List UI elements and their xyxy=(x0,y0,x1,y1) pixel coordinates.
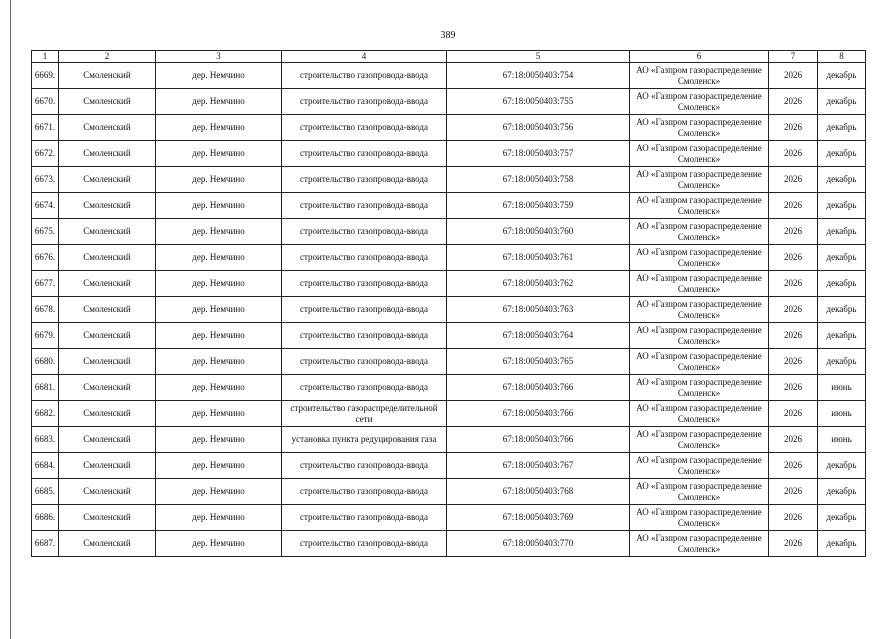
column-number-header: 6 xyxy=(630,51,769,63)
organization-cell: АО «Газпром газораспределение Смоленск» xyxy=(630,427,769,453)
table-body xyxy=(32,63,866,557)
cadastral-number-cell: 67:18:0050403:758 xyxy=(447,167,630,193)
cadastral-number-cell: 67:18:0050403:763 xyxy=(447,297,630,323)
month-cell: декабрь xyxy=(818,531,866,557)
work-type-cell: строительство газопровода-ввода xyxy=(282,297,447,323)
organization-cell: АО «Газпром газораспределение Смоленск» xyxy=(630,63,769,89)
table-row xyxy=(32,401,866,427)
organization-cell: АО «Газпром газораспределение Смоленск» xyxy=(630,141,769,167)
work-type-cell: строительство газопровода-ввода xyxy=(282,479,447,505)
month-cell: декабрь xyxy=(818,63,866,89)
year-cell: 2026 xyxy=(769,375,818,401)
month-cell: декабрь xyxy=(818,245,866,271)
month-cell: декабрь xyxy=(818,115,866,141)
cadastral-number-cell: 67:18:0050403:766 xyxy=(447,401,630,427)
row-number-cell: 6683. xyxy=(32,427,59,453)
row-number-cell: 6682. xyxy=(32,401,59,427)
row-number-cell: 6679. xyxy=(32,323,59,349)
work-type-cell: строительство газопровода-ввода xyxy=(282,141,447,167)
organization-cell: АО «Газпром газораспределение Смоленск» xyxy=(630,479,769,505)
work-type-cell: строительство газопровода-ввода xyxy=(282,193,447,219)
table-row xyxy=(32,63,866,89)
row-number-cell: 6669. xyxy=(32,63,59,89)
cadastral-number-cell: 67:18:0050403:757 xyxy=(447,141,630,167)
year-cell: 2026 xyxy=(769,505,818,531)
table-row xyxy=(32,349,866,375)
work-type-cell: строительство газопровода-ввода xyxy=(282,245,447,271)
year-cell: 2026 xyxy=(769,115,818,141)
column-number-header: 8 xyxy=(818,51,866,63)
work-type-cell: строительство газопровода-ввода xyxy=(282,505,447,531)
table-row xyxy=(32,323,866,349)
year-cell: 2026 xyxy=(769,167,818,193)
row-number-cell: 6686. xyxy=(32,505,59,531)
column-number-header: 2 xyxy=(59,51,156,63)
year-cell: 2026 xyxy=(769,479,818,505)
column-number-header: 4 xyxy=(282,51,447,63)
work-type-cell: строительство газопровода-ввода xyxy=(282,89,447,115)
table-row xyxy=(32,531,866,557)
table-row xyxy=(32,479,866,505)
settlement-cell: дер. Немчино xyxy=(156,193,282,219)
year-cell: 2026 xyxy=(769,401,818,427)
district-cell: Смоленский xyxy=(59,505,156,531)
row-number-cell: 6676. xyxy=(32,245,59,271)
settlement-cell: дер. Немчино xyxy=(156,115,282,141)
work-type-cell: строительство газопровода-ввода xyxy=(282,219,447,245)
column-number-header: 7 xyxy=(769,51,818,63)
district-cell: Смоленский xyxy=(59,245,156,271)
settlement-cell: дер. Немчино xyxy=(156,271,282,297)
row-number-cell: 6675. xyxy=(32,219,59,245)
cadastral-number-cell: 67:18:0050403:768 xyxy=(447,479,630,505)
organization-cell: АО «Газпром газораспределение Смоленск» xyxy=(630,531,769,557)
row-number-cell: 6672. xyxy=(32,141,59,167)
work-type-cell: строительство газопровода-ввода xyxy=(282,63,447,89)
month-cell: декабрь xyxy=(818,297,866,323)
district-cell: Смоленский xyxy=(59,167,156,193)
settlement-cell: дер. Немчино xyxy=(156,323,282,349)
month-cell: декабрь xyxy=(818,89,866,115)
year-cell: 2026 xyxy=(769,271,818,297)
row-number-cell: 6684. xyxy=(32,453,59,479)
cadastral-number-cell: 67:18:0050403:765 xyxy=(447,349,630,375)
column-number-row xyxy=(32,51,866,63)
month-cell: декабрь xyxy=(818,219,866,245)
district-cell: Смоленский xyxy=(59,453,156,479)
organization-cell: АО «Газпром газораспределение Смоленск» xyxy=(630,297,769,323)
cadastral-number-cell: 67:18:0050403:754 xyxy=(447,63,630,89)
row-number-cell: 6681. xyxy=(32,375,59,401)
settlement-cell: дер. Немчино xyxy=(156,479,282,505)
settlement-cell: дер. Немчино xyxy=(156,297,282,323)
column-number-header: 5 xyxy=(447,51,630,63)
district-cell: Смоленский xyxy=(59,479,156,505)
year-cell: 2026 xyxy=(769,89,818,115)
month-cell: декабрь xyxy=(818,505,866,531)
month-cell: декабрь xyxy=(818,193,866,219)
cadastral-number-cell: 67:18:0050403:756 xyxy=(447,115,630,141)
settlement-cell: дер. Немчино xyxy=(156,505,282,531)
work-type-cell: установка пункта редуцирования газа xyxy=(282,427,447,453)
table-row xyxy=(32,453,866,479)
settlement-cell: дер. Немчино xyxy=(156,89,282,115)
row-number-cell: 6673. xyxy=(32,167,59,193)
page-left-margin-line xyxy=(10,0,11,639)
month-cell: декабрь xyxy=(818,349,866,375)
table-row xyxy=(32,505,866,531)
cadastral-number-cell: 67:18:0050403:755 xyxy=(447,89,630,115)
gasification-schedule-table xyxy=(31,50,866,557)
month-cell: декабрь xyxy=(818,141,866,167)
organization-cell: АО «Газпром газораспределение Смоленск» xyxy=(630,89,769,115)
district-cell: Смоленский xyxy=(59,141,156,167)
cadastral-number-cell: 67:18:0050403:762 xyxy=(447,271,630,297)
settlement-cell: дер. Немчино xyxy=(156,401,282,427)
district-cell: Смоленский xyxy=(59,427,156,453)
table-row xyxy=(32,219,866,245)
organization-cell: АО «Газпром газораспределение Смоленск» xyxy=(630,349,769,375)
organization-cell: АО «Газпром газораспределение Смоленск» xyxy=(630,453,769,479)
month-cell: июнь xyxy=(818,375,866,401)
table-row xyxy=(32,89,866,115)
work-type-cell: строительство газопровода-ввода xyxy=(282,531,447,557)
row-number-cell: 6687. xyxy=(32,531,59,557)
year-cell: 2026 xyxy=(769,297,818,323)
cadastral-number-cell: 67:18:0050403:760 xyxy=(447,219,630,245)
work-type-cell: строительство газопровода-ввода xyxy=(282,323,447,349)
work-type-cell: строительство газопровода-ввода xyxy=(282,375,447,401)
year-cell: 2026 xyxy=(769,63,818,89)
month-cell: декабрь xyxy=(818,167,866,193)
year-cell: 2026 xyxy=(769,245,818,271)
district-cell: Смоленский xyxy=(59,375,156,401)
row-number-cell: 6678. xyxy=(32,297,59,323)
table-row xyxy=(32,193,866,219)
district-cell: Смоленский xyxy=(59,219,156,245)
district-cell: Смоленский xyxy=(59,349,156,375)
work-type-cell: строительство газопровода-ввода xyxy=(282,167,447,193)
month-cell: июнь xyxy=(818,427,866,453)
row-number-cell: 6685. xyxy=(32,479,59,505)
year-cell: 2026 xyxy=(769,427,818,453)
cadastral-number-cell: 67:18:0050403:766 xyxy=(447,427,630,453)
table-row xyxy=(32,141,866,167)
work-type-cell: строительство газопровода-ввода xyxy=(282,349,447,375)
column-number-header: 3 xyxy=(156,51,282,63)
month-cell: декабрь xyxy=(818,271,866,297)
column-number-header: 1 xyxy=(32,51,59,63)
month-cell: декабрь xyxy=(818,323,866,349)
organization-cell: АО «Газпром газораспределение Смоленск» xyxy=(630,245,769,271)
organization-cell: АО «Газпром газораспределение Смоленск» xyxy=(630,401,769,427)
year-cell: 2026 xyxy=(769,141,818,167)
cadastral-number-cell: 67:18:0050403:769 xyxy=(447,505,630,531)
cadastral-number-cell: 67:18:0050403:770 xyxy=(447,531,630,557)
organization-cell: АО «Газпром газораспределение Смоленск» xyxy=(630,505,769,531)
settlement-cell: дер. Немчино xyxy=(156,63,282,89)
district-cell: Смоленский xyxy=(59,115,156,141)
page-number: 389 xyxy=(440,30,456,41)
organization-cell: АО «Газпром газораспределение Смоленск» xyxy=(630,271,769,297)
settlement-cell: дер. Немчино xyxy=(156,219,282,245)
district-cell: Смоленский xyxy=(59,271,156,297)
year-cell: 2026 xyxy=(769,323,818,349)
settlement-cell: дер. Немчино xyxy=(156,167,282,193)
cadastral-number-cell: 67:18:0050403:764 xyxy=(447,323,630,349)
cadastral-number-cell: 67:18:0050403:767 xyxy=(447,453,630,479)
row-number-cell: 6677. xyxy=(32,271,59,297)
district-cell: Смоленский xyxy=(59,63,156,89)
work-type-cell: строительство газопровода-ввода xyxy=(282,115,447,141)
cadastral-number-cell: 67:18:0050403:766 xyxy=(447,375,630,401)
row-number-cell: 6670. xyxy=(32,89,59,115)
settlement-cell: дер. Немчино xyxy=(156,453,282,479)
settlement-cell: дер. Немчино xyxy=(156,245,282,271)
table-row xyxy=(32,297,866,323)
district-cell: Смоленский xyxy=(59,193,156,219)
organization-cell: АО «Газпром газораспределение Смоленск» xyxy=(630,193,769,219)
district-cell: Смоленский xyxy=(59,531,156,557)
year-cell: 2026 xyxy=(769,219,818,245)
settlement-cell: дер. Немчино xyxy=(156,349,282,375)
table-row xyxy=(32,167,866,193)
district-cell: Смоленский xyxy=(59,323,156,349)
settlement-cell: дер. Немчино xyxy=(156,375,282,401)
district-cell: Смоленский xyxy=(59,89,156,115)
month-cell: июнь xyxy=(818,401,866,427)
month-cell: декабрь xyxy=(818,479,866,505)
organization-cell: АО «Газпром газораспределение Смоленск» xyxy=(630,375,769,401)
work-type-cell: строительство газопровода-ввода xyxy=(282,453,447,479)
table-row xyxy=(32,375,866,401)
year-cell: 2026 xyxy=(769,349,818,375)
settlement-cell: дер. Немчино xyxy=(156,427,282,453)
row-number-cell: 6671. xyxy=(32,115,59,141)
table-row xyxy=(32,115,866,141)
year-cell: 2026 xyxy=(769,453,818,479)
settlement-cell: дер. Немчино xyxy=(156,141,282,167)
table-row xyxy=(32,427,866,453)
district-cell: Смоленский xyxy=(59,297,156,323)
organization-cell: АО «Газпром газораспределение Смоленск» xyxy=(630,167,769,193)
table-row xyxy=(32,245,866,271)
year-cell: 2026 xyxy=(769,531,818,557)
organization-cell: АО «Газпром газораспределение Смоленск» xyxy=(630,219,769,245)
organization-cell: АО «Газпром газораспределение Смоленск» xyxy=(630,115,769,141)
table-row xyxy=(32,271,866,297)
work-type-cell: строительство газопровода-ввода xyxy=(282,271,447,297)
cadastral-number-cell: 67:18:0050403:761 xyxy=(447,245,630,271)
settlement-cell: дер. Немчино xyxy=(156,531,282,557)
district-cell: Смоленский xyxy=(59,401,156,427)
row-number-cell: 6674. xyxy=(32,193,59,219)
year-cell: 2026 xyxy=(769,193,818,219)
work-type-cell: строительство газораспределительной сети xyxy=(282,401,447,427)
cadastral-number-cell: 67:18:0050403:759 xyxy=(447,193,630,219)
month-cell: декабрь xyxy=(818,453,866,479)
row-number-cell: 6680. xyxy=(32,349,59,375)
organization-cell: АО «Газпром газораспределение Смоленск» xyxy=(630,323,769,349)
